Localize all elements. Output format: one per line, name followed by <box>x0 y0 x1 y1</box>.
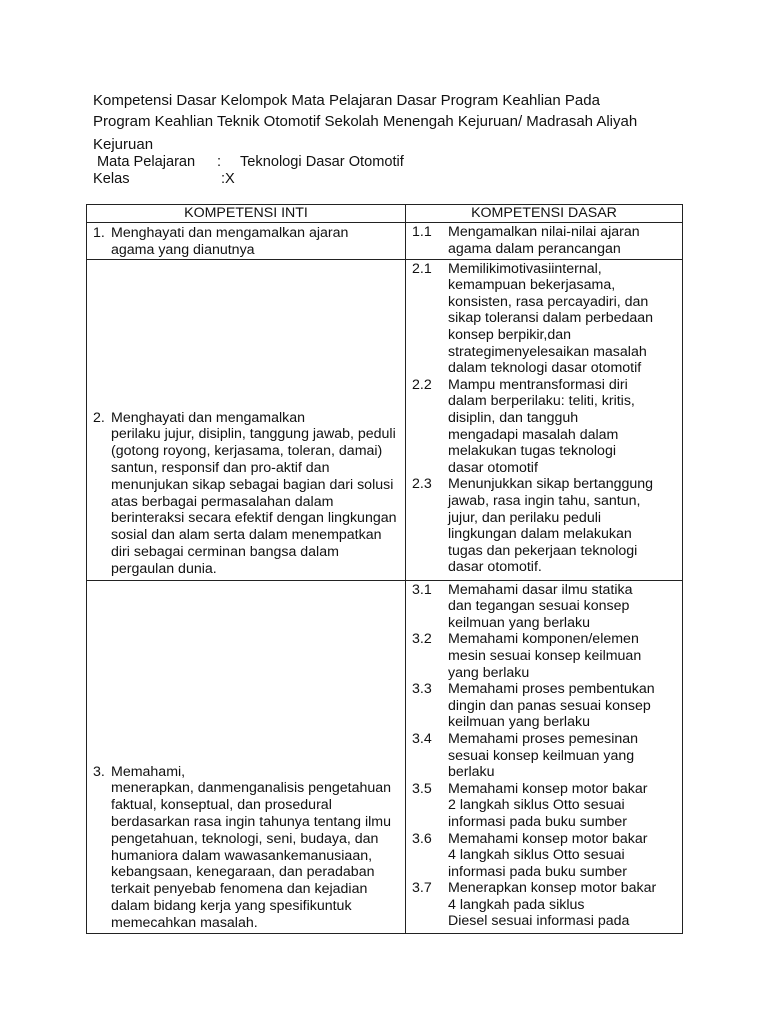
table-row <box>87 259 683 580</box>
kd-number: 2.3 <box>412 476 432 493</box>
kd-item <box>412 831 678 881</box>
mapel-value: Teknologi Dasar Otomotif <box>240 154 404 170</box>
table-row <box>87 580 683 933</box>
kd-line: Memahami proses pemesinan <box>448 730 639 747</box>
kd-line: dasar otomotif. <box>448 559 542 576</box>
kd-line: dasar otomotif <box>448 459 538 476</box>
kd-number: 3.3 <box>412 681 432 698</box>
kd-line: berlaku <box>448 764 495 781</box>
kd-line: Mengamalkan nilai-nilai ajaran <box>448 224 640 240</box>
doc-heading-line-1: Kompetensi Dasar Kelompok Mata Pelajaran Dasar Program Keahlian Pada <box>93 92 600 109</box>
kd-number: 3.6 <box>412 830 432 847</box>
kd-line: mengadapi masalah dalam <box>448 426 619 443</box>
ki-text: Menghayati dan mengamalkan ajaran <box>111 225 349 241</box>
mapel-separator: : <box>217 154 222 170</box>
kd-line: keilmuan yang berlaku <box>448 614 590 631</box>
doc-heading-line-3: Kejuruan <box>93 136 154 153</box>
kd-line: Memahami dasar ilmu statika <box>448 581 633 598</box>
kd-line: sikap toleransi dalam perbedaan <box>448 310 654 327</box>
kd-item <box>412 731 678 781</box>
kd-line: sesuai konsep keilmuan yang <box>448 747 635 764</box>
kd-line: 4 langkah pada siklus <box>448 896 585 913</box>
kd-line: konsisten, rasa percayadiri, dan <box>448 293 649 310</box>
kd-item <box>412 476 678 576</box>
kd-line: lingkungan dalam melakukan <box>448 526 632 543</box>
ki-number: 3. <box>93 763 105 780</box>
kd-line: dalam berperilaku: teliti, kritis, <box>448 393 635 410</box>
kd-number: 3.7 <box>412 880 432 897</box>
kd-number: 2.1 <box>412 260 432 277</box>
kd-line: informasi pada buku sumber <box>448 813 628 830</box>
kd-line: keilmuan yang berlaku <box>448 714 590 731</box>
kd-number: 3.2 <box>412 631 432 648</box>
kd-line: yang berlaku <box>448 664 530 681</box>
kd-number: 2.2 <box>412 376 432 393</box>
kd-line: Memahami konsep motor bakar <box>448 780 648 797</box>
ki-cell <box>87 223 406 260</box>
kd-line: Memilikimotivasiinternal, <box>448 260 602 277</box>
kd-line: dingin dan panas sesuai konsep <box>448 697 651 714</box>
kd-line: Diesel sesuai informasi pada <box>448 913 630 930</box>
kd-line: agama dalam perancangan <box>448 240 621 257</box>
kd-line: konsep berpikir,dan <box>448 326 572 343</box>
kd-line: strategimenyelesaikan masalah <box>448 343 647 360</box>
kd-line: kemampuan bekerjasama, <box>448 277 616 294</box>
kd-line: Mampu mentransformasi diri <box>448 376 628 393</box>
kd-number: 3.1 <box>412 581 432 598</box>
kd-line: dalam teknologi dasar otomotif <box>448 360 642 377</box>
ki-number: 2. <box>93 409 105 426</box>
kd-line: Menerapkan konsep motor bakar <box>448 880 657 897</box>
col-header-ki: KOMPETENSI INTI <box>87 205 406 223</box>
kd-line: melakukan tugas teknologi <box>448 443 616 460</box>
kelas-label: Kelas <box>93 171 130 187</box>
ki-continuation: agama yang dianutnya <box>111 241 255 258</box>
doc-heading-line-2: Program Keahlian Teknik Otomotif Sekolah Menengah Kejuruan/ Madrasah Aliyah <box>93 113 638 130</box>
kelas-value: :X <box>221 171 235 187</box>
ki-cell <box>87 259 406 580</box>
kd-item <box>412 224 678 257</box>
ki-number: 1. <box>93 225 105 241</box>
ki-continuation: menerapkan, danmenganalisis pengetahuan faktual, konseptual, dan prosedural berdasarkan rasa ingin tahunya tentang ilmu pengetahuan, teknologi, seni, budaya, dan humaniora dalam wawasankemanusiaan, kebangsaan, kenegaraan, dan peradaban terkait penyebab fenomena dan kejadian dalam bidang kerja yang spesifikuntuk memecahkan masalah. <box>111 780 392 931</box>
kd-number: 3.4 <box>412 730 432 747</box>
kd-item <box>412 261 678 377</box>
kd-item <box>412 582 678 632</box>
ki-text: Memahami, <box>111 763 186 780</box>
kd-line: 2 langkah siklus Otto sesuai <box>448 797 625 814</box>
kd-line: Memahami komponen/elemen <box>448 631 639 648</box>
mapel-label: Mata Pelajaran <box>97 154 196 170</box>
ki-text: Menghayati dan mengamalkan <box>111 409 306 426</box>
kd-item <box>412 681 678 731</box>
col-header-kd: KOMPETENSI DASAR <box>406 205 683 223</box>
kd-line: Memahami proses pembentukan <box>448 681 655 698</box>
kd-line: Memahami konsep motor bakar <box>448 830 648 847</box>
kd-line: mesin sesuai konsep keilmuan <box>448 647 642 664</box>
table-header-row <box>87 205 683 223</box>
kd-cell <box>406 223 683 260</box>
kd-line: disiplin, dan tangguh <box>448 409 579 426</box>
kd-line: jujur, dan perilaku peduli <box>448 509 602 526</box>
kd-number: 1.1 <box>412 224 432 240</box>
kd-line: jawab, rasa ingin tahu, santun, <box>448 492 641 509</box>
kd-item <box>412 880 678 930</box>
kd-line: informasi pada buku sumber <box>448 863 628 880</box>
kd-number: 3.5 <box>412 780 432 797</box>
ki-cell <box>87 580 406 933</box>
kd-cell <box>406 259 683 580</box>
kd-line: tugas dan pekerjaan teknologi <box>448 542 638 559</box>
competency-table <box>86 204 683 934</box>
ki-continuation: perilaku jujur, disiplin, tanggung jawab, peduli (gotong royong, kerjasama, toleran, damai) santun, responsif dan pro-aktif dan menunjukan sikap sebagai bagian dari solusi atas berbagai permasalahan dalam berinteraksi secara efektif dengan lingkungan sosial dan alam serta dalam menempatkan diri sebagai cerminan bangsa dalam pergaulan dunia. <box>111 426 397 577</box>
kd-line: 4 langkah siklus Otto sesuai <box>448 847 625 864</box>
kd-line: dan tegangan sesuai konsep <box>448 598 630 615</box>
kd-item <box>412 781 678 831</box>
kd-item <box>412 631 678 681</box>
kd-item <box>412 377 678 477</box>
kd-line: Menunjukkan sikap bertanggung <box>448 476 654 493</box>
table-row <box>87 223 683 260</box>
kd-cell <box>406 580 683 933</box>
